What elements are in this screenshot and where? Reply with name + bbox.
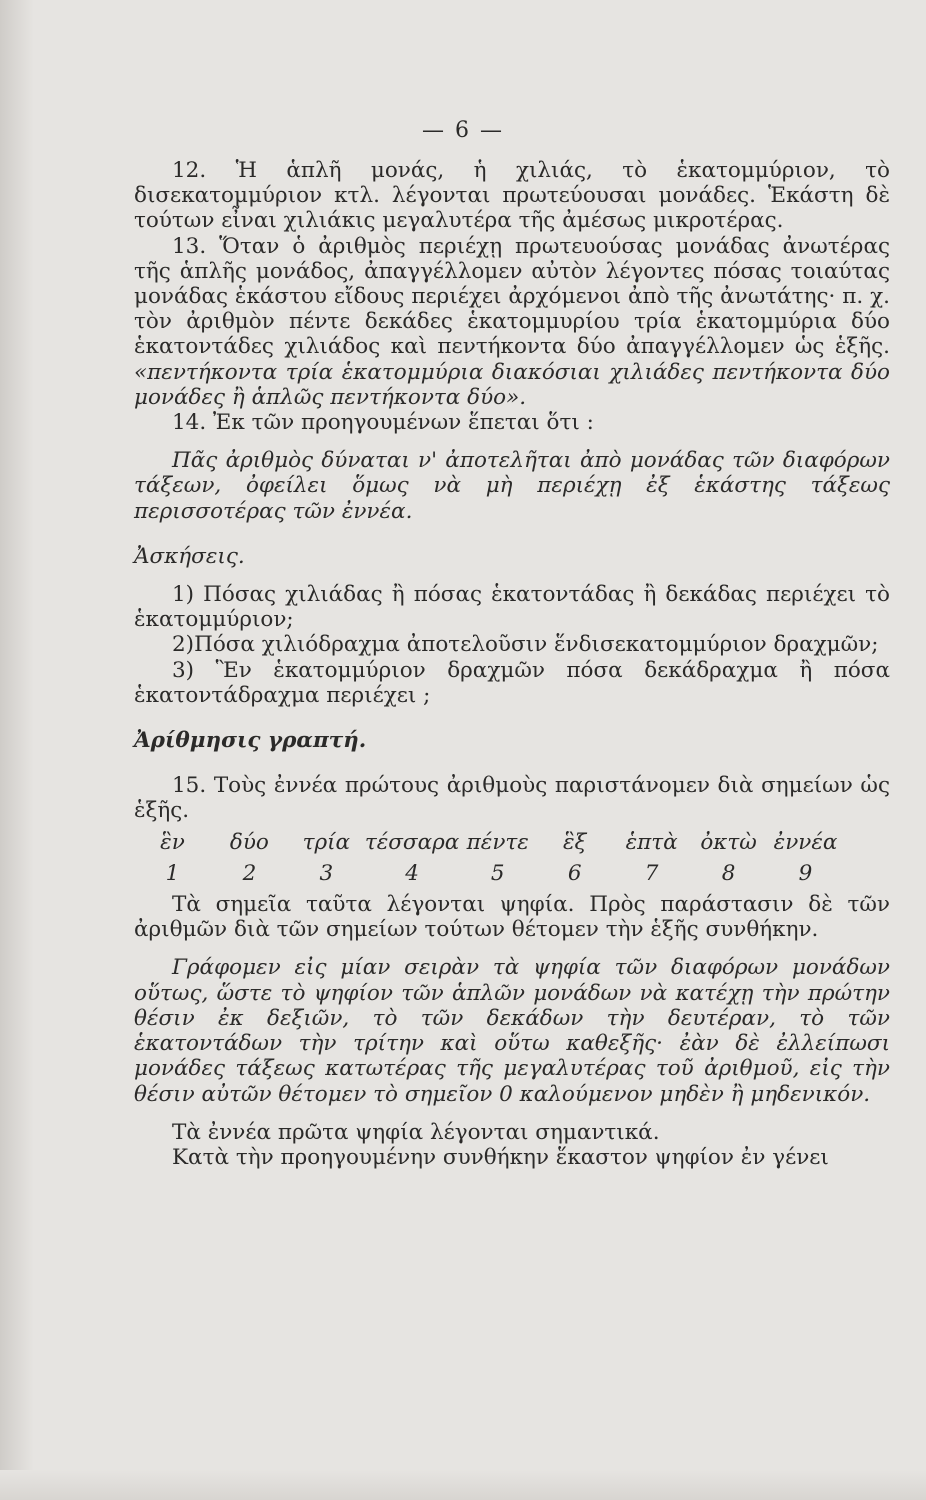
digit-word: τρία (302, 829, 351, 855)
digit-numeral: 9 (798, 860, 813, 886)
digit-numeral: 2 (242, 860, 257, 886)
digit-word: ἓξ (563, 829, 587, 855)
paragraph-12: 12. Ἡ ἁπλῆ μονάς, ἡ χιλιάς, τὸ ἑκατομμύριον, τὸ δισεκατομμύριον κτλ. λέγονται πρωτεύουσαι μονάδες. Ἑκάστη δὲ τούτων εἶναι χιλιάκις μεγαλυτέρα τῆς ἀμέσως μικροτέρας. (134, 158, 890, 234)
digit-numeral: 1 (165, 860, 180, 886)
digits-paragraph: Τὰ σημεῖα ταῦτα λέγονται ψηφία. Πρὸς παράστασιν δὲ τῶν ἀριθμῶν διὰ τῶν σημείων τούτων θέτομεν τὴν ἑξῆς συνθήκην. (134, 892, 890, 943)
exercise-2: 2)Πόσα χιλιόδραχμα ἀποτελοῦσιν ἕνδισεκατομμύριον δραχμῶν; (172, 632, 879, 658)
page-body (134, 158, 890, 1170)
digit-numeral: 8 (721, 860, 736, 886)
digit-word: δύο (229, 829, 269, 855)
notation-convention: Γράφομεν εἰς μίαν σειρὰν τὰ ψηφία τῶν διαφόρων μονάδων οὕτως, ὥστε τὸ ψηφίον τῶν ἁπλῶν μονάδων νὰ κατέχῃ τὴν πρώτην θέσιν ἐκ δεξιῶν, τὸ τῶν δεκάδων τὴν δευτέραν, τὸ τῶν ἑκατοντάδων τὴν τρίτην καὶ οὕτω καθεξῆς· ἐὰν δὲ ἐλλείπωσι μονάδες τάξεως κατωτέρας τῆς μεγαλυτέρας τοῦ ἀριθμοῦ, εἰς τὴν θέσιν αὐτῶν θέτομεν τὸ σημεῖον 0 καλούμενον μηδὲν ἢ μηδενικόν. (134, 955, 890, 1107)
digit-word: ὀκτὼ (700, 829, 757, 855)
digit-numeral: 7 (644, 860, 659, 886)
exercise-3: 3) Ἓν ἑκατομμύριον δραχμῶν πόσα δεκάδραχμα ἢ πόσα ἑκατοντάδραχμα περιέχει ; (134, 657, 890, 708)
paragraph-13 (134, 234, 890, 410)
digit-word: ἐννέα (773, 829, 838, 855)
digit-word: τέσσαρα (364, 829, 460, 855)
paragraph-13-quote: «πεντήκοντα τρία ἑκατομμύρια διακόσιαι χιλιάδες πεντήκοντα δύο μονάδες ἢ ἁπλῶς πεντήκοντα δύο». (134, 359, 890, 410)
digit-word: ἓν (160, 829, 185, 855)
paragraph-13-text: 13. Ὅταν ὁ ἀριθμὸς περιέχῃ πρωτευούσας μονάδας ἀνωτέρας τῆς ἁπλῆς μονάδος, ἀπαγγέλλομεν αὐτὸν λέγοντες πόσας τοιαύτας μονάδας ἑκάστου εἴδους περιέχει ἀρχόμενοι ἀπὸ τῆς ἀνωτάτης· π. χ. τὸν ἀριθμὸν πέντε δεκάδες ἑκατομμυρίου τρία ἑκατομμύρια δύο ἑκατοντάδες χιλιάδος καὶ πεντήκοντα δύο ἀπαγγέλλομεν ὡς ἑξῆς. (134, 233, 890, 360)
digit-word: ἑπτὰ (625, 829, 678, 855)
digits-table (134, 830, 844, 886)
closing-line: Κατὰ τὴν προηγουμένην συνθήκην ἕκαστον ψηφίον ἐν γένει (172, 1144, 829, 1170)
written-numeration-heading: Ἀρίθμησις γραπτή. (134, 728, 367, 754)
page-bottom-shadow (0, 1470, 926, 1500)
significant-digits-line: Τὰ ἐννέα πρῶτα ψηφία λέγονται σημαντικά. (172, 1119, 660, 1145)
digit-numeral: 4 (405, 860, 419, 886)
rule-statement: Πᾶς ἀριθμὸς δύναται ν' ἀποτελῆται ἀπὸ μονάδας τῶν διαφόρων τάξεων, ὀφείλει ὅμως νὰ μὴ περιέχῃ ἐξ ἑκάστης τάξεως περισσοτέρας τῶν ἐννέα. (134, 448, 890, 524)
digit-numeral: 5 (490, 860, 505, 886)
page-gutter-shadow (0, 0, 34, 1500)
digit-word: πέντε (466, 829, 529, 855)
paragraph-15: 15. Τοὺς ἐννέα πρώτους ἀριθμοὺς παριστάνομεν διὰ σημείων ὡς ἑξῆς. (134, 773, 890, 824)
exercises-heading: Ἀσκήσεις. (134, 543, 245, 569)
digit-numeral: 3 (319, 860, 334, 886)
paragraph-14: 14. Ἐκ τῶν προηγουμένων ἕπεται ὅτι : (172, 410, 594, 436)
page-number: — 6 — (422, 118, 504, 143)
exercise-1: 1) Πόσας χιλιάδας ἢ πόσας ἑκατοντάδας ἢ δεκάδας περιέχει τὸ ἑκατομμύριον; (134, 582, 890, 633)
digit-numeral: 6 (567, 860, 582, 886)
